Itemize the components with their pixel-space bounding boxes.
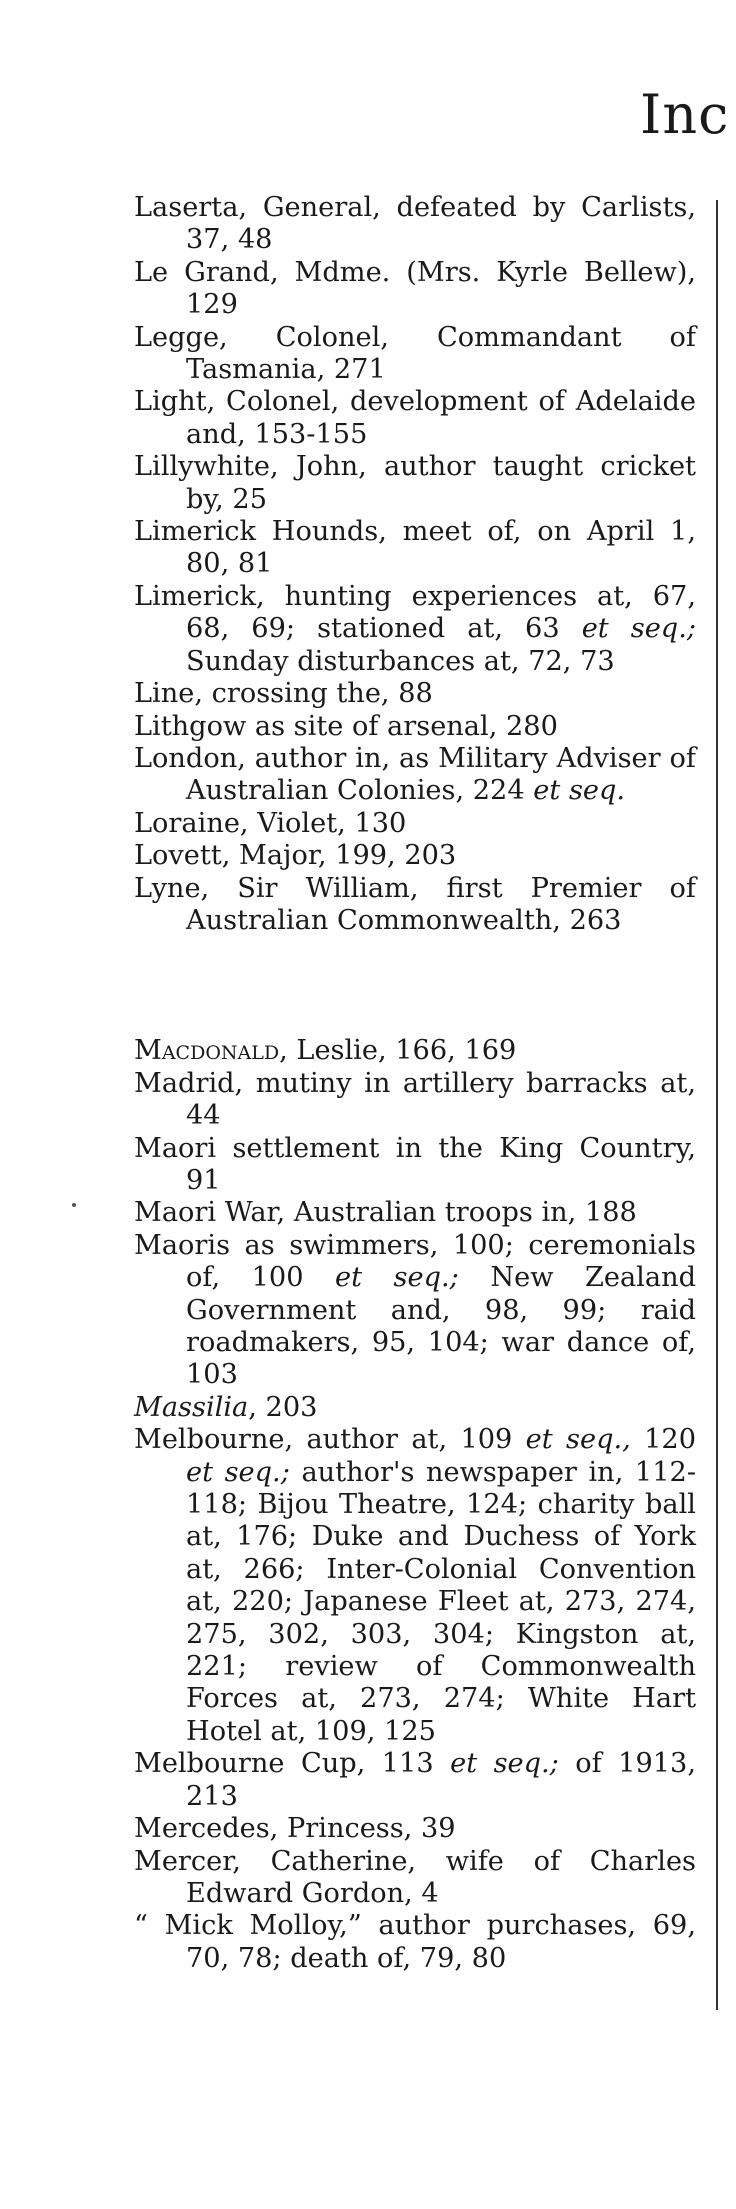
index-entry: Loraine, Violet, 130 (134, 807, 407, 839)
index-entry: Lillywhite, John, author taught cricket by, 25 (134, 451, 696, 515)
index-entry: “ Mick Molloy,” author purchases, 69, 70, 78; death of, 79, 80 (134, 1910, 696, 1974)
index-entry: Le Grand, Mdme. (Mrs. Kyrle Bellew), 129 (134, 256, 696, 321)
index-entry: Massilia, 203 (134, 1391, 318, 1423)
index-entry: London, author in, as Military Adviser of Australian Colonies, 224 et seq. (134, 742, 696, 807)
index-entry: Mercedes, Princess, 39 (134, 1813, 456, 1845)
index-entry: Maoris as swimmers, 100; ceremonials of, 100 et seq.; New Zealand Government and, 98, 99; raid roadmakers, 95, 104; war dance of, 103 (134, 1229, 696, 1391)
index-entry: Light, Colonel, development of Adelaide and, 153-155 (134, 386, 696, 450)
index-entry: Melbourne Cup, 113 et seq.; of 1913, 213 (134, 1748, 696, 1812)
column-rule (716, 200, 718, 2010)
index-entry: Melbourne, author at, 109 et seq., 120 et seq.; author's newspaper in, 112-118; Bijou Theatre, 124; charity ball at, 176; Duke and Duchess of York at, 266; Inter-Colonial Convention at, 220; Japanese Fleet at, 273, 274, 275, 302, 303, 304; Kingston at, 221; review of Commonwealth Forces at, 273, 274; White Hart Hotel at, 109, 125 (134, 1424, 696, 1747)
index-entry: Mercer, Catherine, wife of Charles Edward Gordon, 4 (134, 1845, 696, 1909)
index-entry: Limerick Hounds, meet of, on April 1, 80, 81 (134, 516, 696, 580)
index-entry: Macdonald, Leslie, 166, 169 (134, 1035, 517, 1067)
index-entry: Laserta, General, defeated by Carlists, 37, 48 (134, 192, 696, 256)
index-entry: Lithgow as site of arsenal, 280 (134, 710, 558, 742)
index-entry: Line, crossing the, 88 (134, 678, 433, 710)
index-entry: Limerick, hunting experiences at, 67, 68, 69; stationed at, 63 et seq.; Sunday disturbances at, 72, 73 (134, 580, 696, 677)
index-column (134, 192, 696, 1975)
index-entry: Legge, Colonel, Commandant of Tasmania, 271 (134, 321, 696, 386)
index-entry: Maori settlement in the King Country, 91 (134, 1132, 696, 1196)
index-entry: Madrid, mutiny in artillery barracks at, 44 (134, 1067, 696, 1132)
margin-mark (72, 1203, 76, 1207)
index-entry: Lovett, Major, 199, 203 (134, 840, 457, 872)
index-entry: Maori War, Australian troops in, 188 (134, 1197, 637, 1229)
index-entry: Lyne, Sir William, first Premier of Australian Commonwealth, 263 (134, 872, 696, 936)
section-gap (134, 937, 696, 1035)
page-heading: Inc (640, 83, 730, 146)
